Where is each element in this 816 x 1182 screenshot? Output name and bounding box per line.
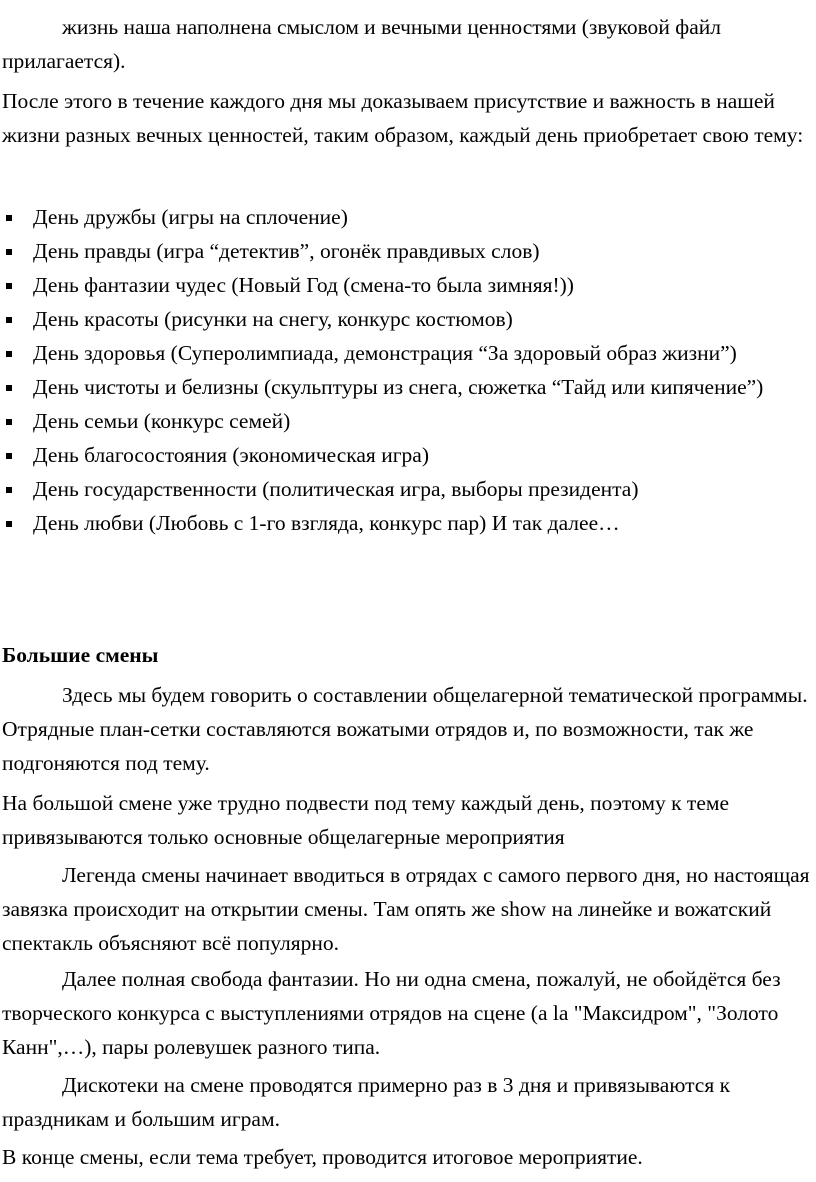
square-bullet-icon: [6, 317, 12, 323]
square-bullet-icon: [6, 419, 12, 425]
list-item: День красоты (рисунки на снегу, конкурс костюмов): [0, 302, 803, 336]
list-item: День чистоты и белизны (скульптуры из снега, сюжетка “Тайд или кипячение”): [0, 370, 803, 404]
list-item: День здоровья (Суперолимпиада, демонстрация “За здоровый образ жизни”): [0, 336, 803, 370]
square-bullet-icon: [6, 215, 12, 221]
square-bullet-icon: [6, 453, 12, 459]
square-bullet-icon: [6, 487, 12, 493]
section-paragraph-2: На большой смене уже трудно подвести под тему каждый день, поэтому к теме привязываются только основные общелагерные мероприятия: [2, 791, 730, 849]
square-bullet-icon: [6, 521, 12, 527]
section-paragraph-6: В конце смены, если тема требует, проводится итоговое мероприятие.: [2, 1145, 643, 1169]
list-item: День благосостояния (экономическая игра): [0, 438, 803, 472]
section-heading: Большие смены: [2, 643, 159, 667]
days-intro-paragraph: После этого в течение каждого дня мы доказываем присутствие и важность в нашей жизни разных вечных ценностей, таким образом, каждый день приобретает свою тему:: [2, 89, 804, 147]
intro-continuation: жизнь наша наполнена смыслом и вечными ценностями (звуковой файл прилагается).: [2, 15, 721, 73]
section-paragraph-4: Далее полная свобода фантазии. Но ни одна смена, пожалуй, не обойдётся без творческого конкурса с выступлениями отрядов на сцене (a la "Максидром", "Золото Канн",…), пары ролевушек разного типа.: [2, 967, 781, 1059]
section-paragraph-5: Дискотеки на смене проводятся примерно раз в 3 дня и привязываются к праздникам и большим играм.: [2, 1073, 731, 1131]
square-bullet-icon: [6, 283, 12, 289]
list-item: День любви (Любовь с 1-го взгляда, конкурс пар) И так далее…: [0, 506, 803, 540]
list-item: День фантазии чудес (Новый Год (смена-то была зимняя!)): [0, 268, 803, 302]
square-bullet-icon: [6, 351, 12, 357]
list-item: День государственности (политическая игра, выборы президента): [0, 472, 803, 506]
list-item: День правды (игра “детектив”, огонёк правдивых слов): [0, 234, 803, 268]
list-item: День дружбы (игры на сплочение): [0, 200, 803, 234]
days-list: [0, 200, 816, 540]
section-paragraph-1: Здесь мы будем говорить о составлении общелагерной тематической программы. Отрядные план-сетки составляются вожатыми отрядов и, по возможности, так же подгоняются под тему.: [2, 683, 808, 775]
square-bullet-icon: [6, 385, 12, 391]
list-item: День семьи (конкурс семей): [0, 404, 803, 438]
square-bullet-icon: [6, 249, 12, 255]
section-paragraph-3: Легенда смены начинает вводиться в отрядах с самого первого дня, но настоящая завязка происходит на открытии смены. Там опять же show на линейке и вожатский спектакль объясняют всё популярно.: [2, 863, 810, 955]
